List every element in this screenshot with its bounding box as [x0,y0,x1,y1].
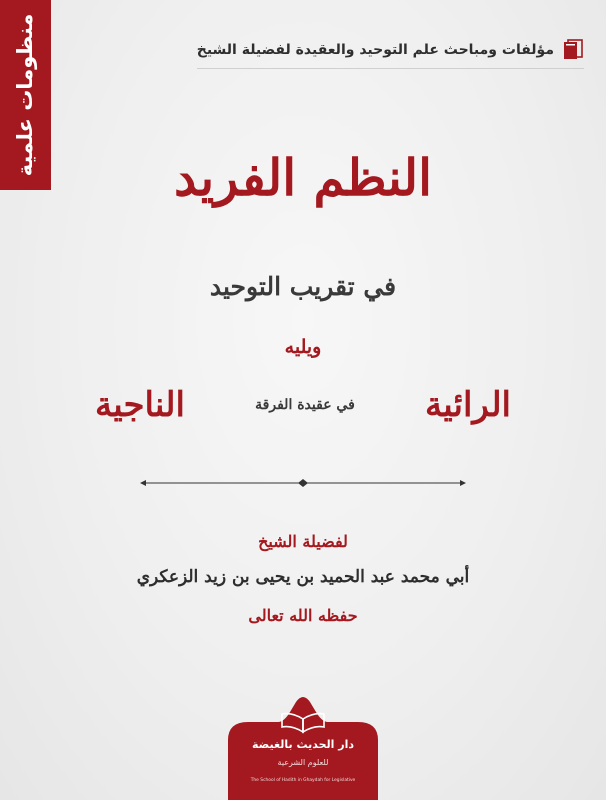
author-label: لفضيلة الشيخ [258,532,348,551]
publisher-tagline-ar: للعلوم الشرعية [277,758,329,767]
series-header [197,38,584,69]
category-label: منظومات علمية [13,13,37,177]
ornamental-divider [140,478,466,488]
second-title-word-b: الناجية [95,385,185,425]
second-title-word-a: الرائية [425,385,511,425]
books-icon [562,39,584,61]
second-title [95,385,511,425]
category-band [0,0,51,190]
followed-by-label: ويليه [284,336,322,358]
series-title: مؤلفات ومباحث علم التوحيد والعقيدة لفضيلة الشيخ [196,42,554,58]
second-title-middle: في عقيدة الفرقة [255,397,355,413]
author-blessing: حفظه الله تعالى [248,606,358,625]
publisher-logo-block [228,692,378,800]
publisher-name-ar: دار الحديث بالغيضة [252,738,354,751]
book-title: النظم الفريد [173,148,433,207]
book-subtitle: في تقريب التوحيد [209,272,397,301]
author-name: أبي محمد عبد الحميد بن يحيى بن زيد الزعكري [136,567,470,587]
publisher-name-en: The School of Hadith in Ghaydah for Legislative [250,778,356,783]
